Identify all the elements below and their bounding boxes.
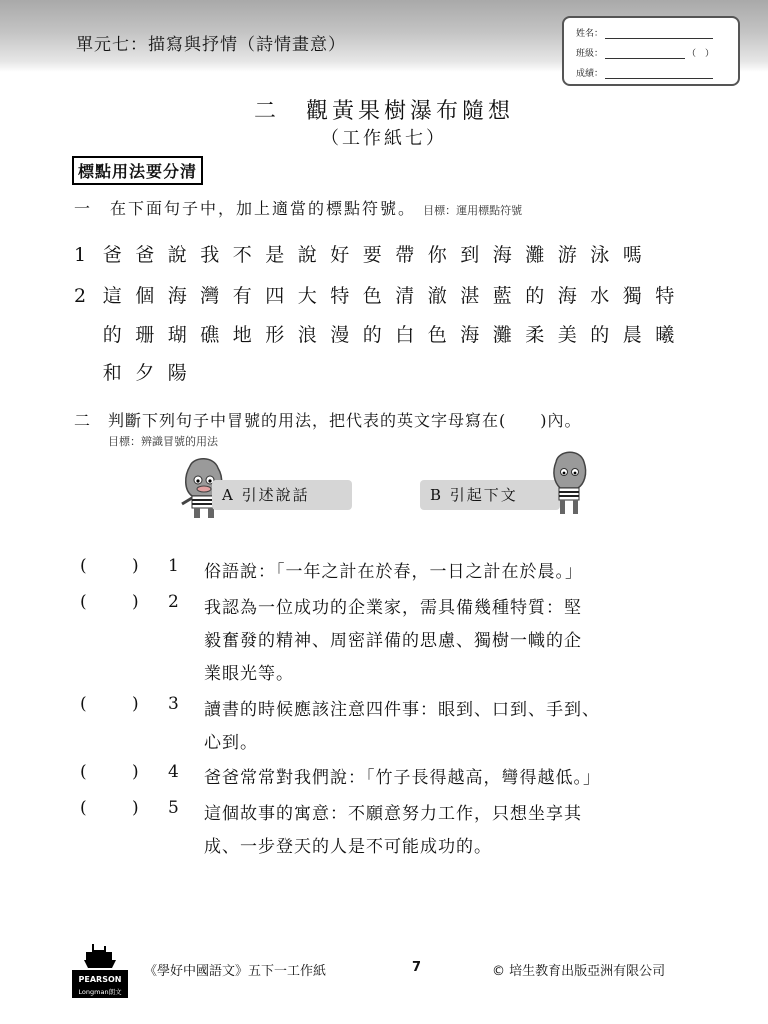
worksheet-title: 二 觀黃果樹瀑布隨想 bbox=[253, 99, 514, 124]
item-text-line: 讀書的時候應該注意四件事：眼到、口到、手到、 bbox=[204, 700, 600, 720]
sentence-char: 的 bbox=[590, 324, 610, 346]
answer-blank[interactable] bbox=[94, 798, 130, 822]
item-number: 5 bbox=[168, 798, 180, 818]
sentence-row bbox=[74, 281, 681, 308]
sentence-char: 白 bbox=[395, 324, 415, 346]
sentence-char: 我 bbox=[200, 244, 220, 266]
footer-book-title: 《學好中國語文》五下一工作紙 bbox=[144, 964, 327, 979]
question-2-instruction: 二 判斷下列句子中冒號的用法，把代表的英文字母寫在( )內。 bbox=[74, 411, 582, 430]
sentence-char: 說 bbox=[297, 244, 317, 266]
sentence-char: 珊 bbox=[135, 324, 155, 346]
mascot-right-icon bbox=[548, 448, 590, 518]
sentence-char: 海 bbox=[167, 285, 187, 307]
student-info-box bbox=[562, 16, 740, 86]
item-number: 1 bbox=[168, 556, 180, 576]
sentence-char: 特 bbox=[655, 285, 675, 307]
sentence-number: 1 bbox=[74, 244, 87, 266]
answer-paren-open: ( bbox=[80, 798, 88, 818]
item-number: 4 bbox=[168, 762, 180, 782]
answer-paren-close: ) bbox=[132, 592, 140, 612]
answer-paren-open: ( bbox=[80, 592, 88, 612]
page-number: 7 bbox=[412, 960, 422, 975]
sentence-char: 和 bbox=[102, 362, 122, 384]
answer-paren-open: ( bbox=[80, 556, 88, 576]
sentence-char: 海 bbox=[460, 324, 480, 346]
footer-copyright: © 培生教育出版亞洲有限公司 bbox=[492, 964, 666, 979]
class-label: 班級： bbox=[576, 49, 604, 59]
sentence-char: 清 bbox=[395, 285, 415, 307]
name-label: 姓名： bbox=[576, 29, 604, 39]
sentence-char: 澈 bbox=[427, 285, 447, 307]
answer-paren-close: ) bbox=[132, 556, 140, 576]
sentence-char: 晨 bbox=[622, 324, 642, 346]
logo-subtext: Longman朗文 bbox=[78, 988, 122, 996]
class-field[interactable] bbox=[605, 48, 685, 59]
pearson-logo-icon bbox=[72, 940, 128, 998]
sentence-char: 是 bbox=[265, 244, 285, 266]
answer-blank[interactable] bbox=[94, 694, 130, 718]
name-field[interactable] bbox=[605, 28, 713, 39]
section-label: 標點用法要分清 bbox=[72, 156, 203, 185]
sentence-char: 說 bbox=[167, 244, 187, 266]
option-a-quote-speech: A 引述說話 bbox=[212, 480, 352, 510]
grade-field[interactable] bbox=[605, 68, 713, 79]
sentence-char: 帶 bbox=[395, 244, 415, 266]
answer-paren-close: ) bbox=[132, 694, 140, 714]
sentence-char: 不 bbox=[232, 244, 252, 266]
sentence-char: 的 bbox=[102, 324, 122, 346]
sentence-char: 藍 bbox=[492, 285, 512, 307]
sentence-char: 色 bbox=[362, 285, 382, 307]
item-text-line: 我認為一位成功的企業家，需具備幾種特質：堅 bbox=[204, 598, 582, 618]
class-number-paren: （ ） bbox=[687, 49, 715, 59]
item-text-line: 毅奮發的精神、周密詳備的思慮、獨樹一幟的企 bbox=[204, 631, 582, 651]
sentence-char: 的 bbox=[525, 285, 545, 307]
sentence-char: 泳 bbox=[590, 244, 610, 266]
question-1-goal: 目標：運用標點符號 bbox=[423, 204, 523, 217]
sentence-char: 個 bbox=[135, 285, 155, 307]
sentence-char: 形 bbox=[265, 324, 285, 346]
answer-paren-close: ) bbox=[132, 762, 140, 782]
sentence-char: 有 bbox=[232, 285, 252, 307]
sentence-row bbox=[74, 358, 194, 385]
option-b-introduce-text: B 引起下文 bbox=[420, 480, 560, 510]
sentence-char: 獨 bbox=[622, 285, 642, 307]
sentence-char: 礁 bbox=[200, 324, 220, 346]
item-text bbox=[204, 694, 704, 760]
sentence-char: 的 bbox=[362, 324, 382, 346]
answer-paren-open: ( bbox=[80, 694, 88, 714]
sentence-char: 浪 bbox=[297, 324, 317, 346]
answer-blank[interactable] bbox=[94, 762, 130, 786]
sentence-number: 2 bbox=[74, 285, 87, 307]
answer-blank[interactable] bbox=[94, 592, 130, 616]
sentence-char: 灣 bbox=[200, 285, 220, 307]
class-row bbox=[576, 46, 714, 59]
unit-title: 單元七：描寫與抒情（詩情畫意） bbox=[76, 35, 346, 55]
name-row bbox=[576, 26, 713, 39]
sentence-char: 灘 bbox=[492, 324, 512, 346]
sentence-char: 大 bbox=[297, 285, 317, 307]
sentence-char: 色 bbox=[427, 324, 447, 346]
sentence-char: 海 bbox=[557, 285, 577, 307]
logo-text: PEARSON bbox=[78, 975, 122, 984]
question-1-instruction bbox=[74, 196, 522, 219]
grade-row bbox=[576, 66, 713, 79]
item-text bbox=[204, 556, 704, 589]
sentence-char: 好 bbox=[330, 244, 350, 266]
sentence-char: 陽 bbox=[167, 362, 187, 384]
item-text-line: 業眼光等。 bbox=[204, 664, 294, 684]
item-text bbox=[204, 798, 704, 864]
sentence-char: 水 bbox=[590, 285, 610, 307]
item-number: 2 bbox=[168, 592, 180, 612]
sentence-char: 湛 bbox=[460, 285, 480, 307]
sentence-char: 四 bbox=[265, 285, 285, 307]
sentence-char: 嗎 bbox=[622, 244, 642, 266]
sentence-char: 柔 bbox=[525, 324, 545, 346]
item-number: 3 bbox=[168, 694, 180, 714]
answer-paren-close: ) bbox=[132, 798, 140, 818]
sentence-row bbox=[74, 240, 649, 267]
sentence-char: 爸 bbox=[102, 244, 122, 266]
item-text-line: 心到。 bbox=[204, 733, 258, 753]
item-text-line: 這個故事的寓意：不願意努力工作，只想坐享其 bbox=[204, 804, 582, 824]
question-1-text: 一 在下面句子中，加上適當的標點符號。 bbox=[74, 199, 417, 218]
sentence-char: 到 bbox=[460, 244, 480, 266]
sentence-char: 曦 bbox=[655, 324, 675, 346]
sentence-char: 美 bbox=[557, 324, 577, 346]
sentence-char: 夕 bbox=[135, 362, 155, 384]
item-text-line: 爸爸常常對我們說：「竹子長得越高，彎得越低。」 bbox=[204, 768, 601, 788]
answer-paren-open: ( bbox=[80, 762, 88, 782]
item-text bbox=[204, 592, 704, 691]
sentence-char: 瑚 bbox=[167, 324, 187, 346]
sentence-char: 游 bbox=[557, 244, 577, 266]
sentence-row bbox=[74, 320, 681, 347]
item-text-line: 成、一步登天的人是不可能成功的。 bbox=[204, 837, 492, 857]
item-text bbox=[204, 762, 704, 795]
sentence-char: 海 bbox=[492, 244, 512, 266]
sentence-char: 這 bbox=[102, 285, 122, 307]
worksheet-subtitle: （工作紙七） bbox=[321, 128, 447, 149]
sentence-char: 要 bbox=[362, 244, 382, 266]
grade-label: 成績： bbox=[576, 69, 604, 79]
sentence-char: 爸 bbox=[135, 244, 155, 266]
sentence-char: 特 bbox=[330, 285, 350, 307]
sentence-char: 漫 bbox=[330, 324, 350, 346]
sentence-char: 灘 bbox=[525, 244, 545, 266]
item-text-line: 俗語說：「一年之計在於春，一日之計在於晨。」 bbox=[204, 562, 583, 582]
sentence-char: 你 bbox=[427, 244, 447, 266]
answer-blank[interactable] bbox=[94, 556, 130, 580]
sentence-char: 地 bbox=[232, 324, 252, 346]
question-2-goal: 目標：辨識冒號的用法 bbox=[108, 435, 218, 448]
